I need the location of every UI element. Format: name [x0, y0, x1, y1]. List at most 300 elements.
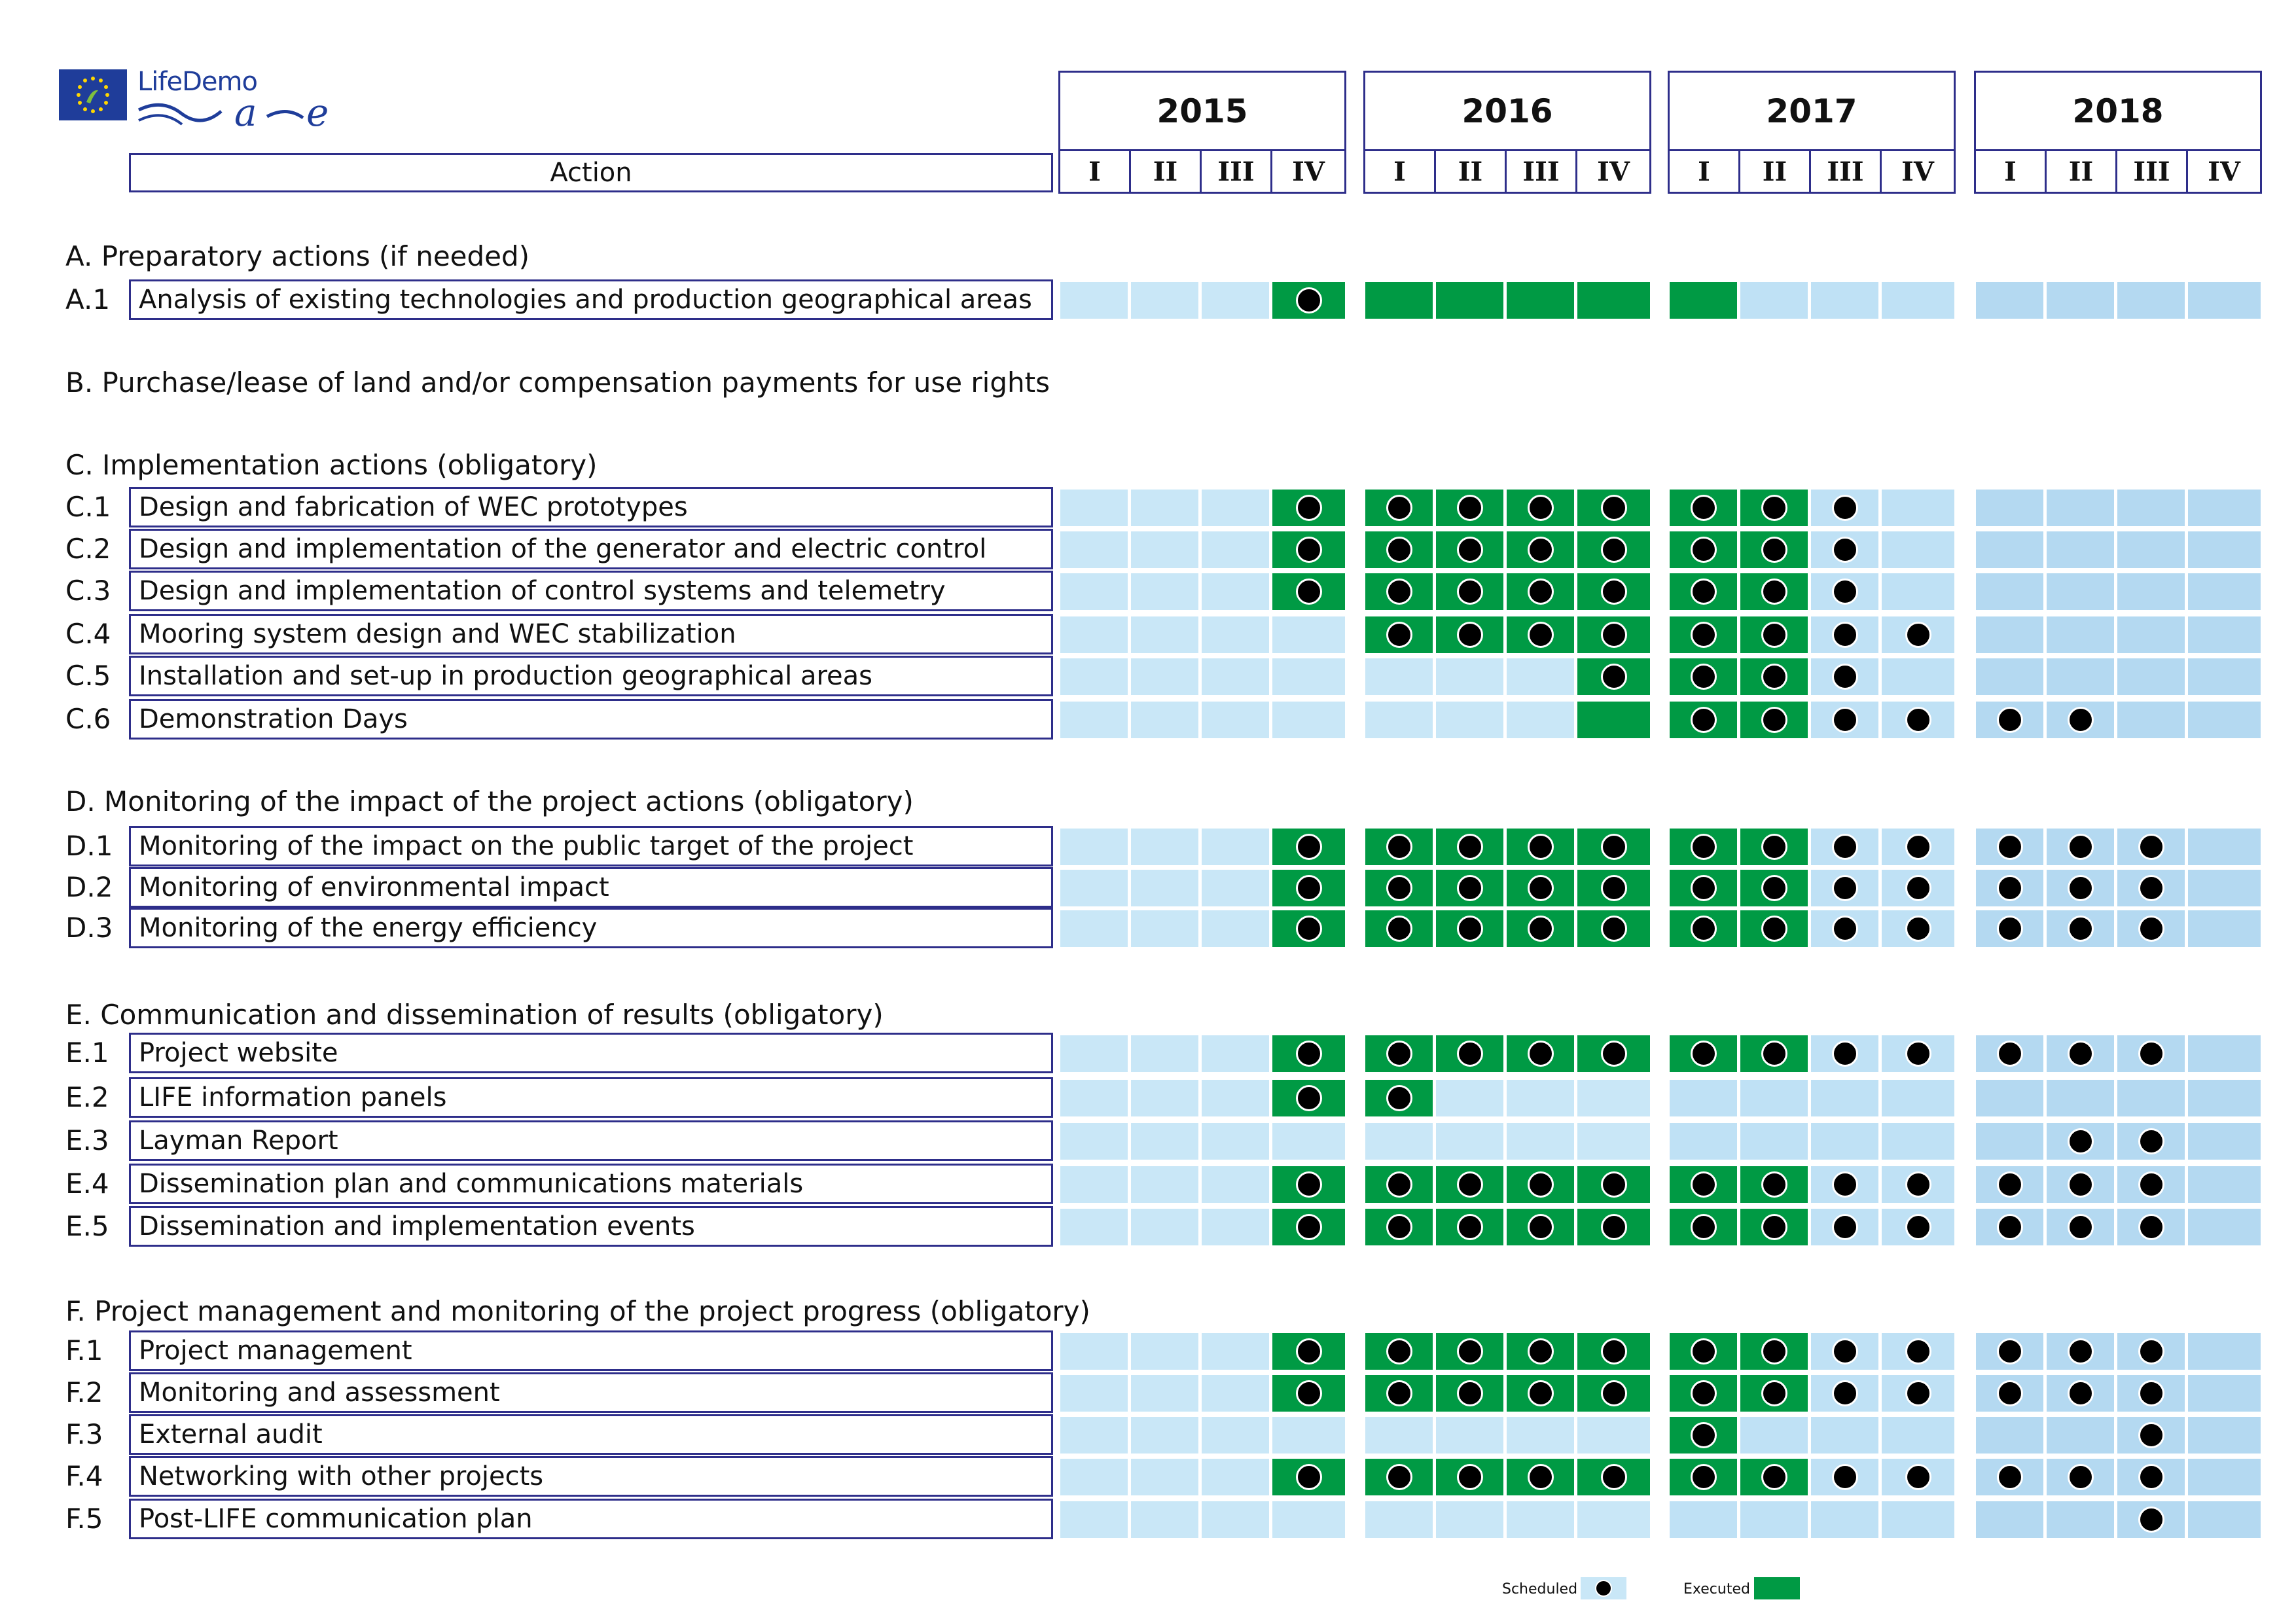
scheduled-dot-icon: [1601, 916, 1627, 942]
cell-E.5-2018-III: [2117, 1209, 2185, 1245]
cell-E.2-2015-II: [1131, 1080, 1198, 1116]
row-code-F.3: F.3: [65, 1418, 103, 1450]
cell-F.3-2016-II: [1436, 1417, 1503, 1454]
cell-A.1-2015-IV: [1272, 282, 1345, 319]
row-code-F.2: F.2: [65, 1376, 103, 1408]
cell-C.6-2017-IV: [1882, 702, 1954, 738]
quarter-header-2015-IV: IV: [1270, 149, 1346, 194]
cell-D.1-2018-I: [1976, 829, 2043, 865]
cell-E.4-2015-I: [1060, 1166, 1128, 1203]
cell-D.3-2016-III: [1507, 910, 1574, 947]
cell-F.1-2015-II: [1131, 1333, 1198, 1370]
row-code-D.1: D.1: [65, 830, 113, 862]
cell-C.4-2016-III: [1507, 616, 1574, 653]
cell-F.4-2018-I: [1976, 1459, 2043, 1495]
cell-C.2-2018-IV: [2188, 531, 2261, 568]
scheduled-dot-icon: [1386, 1464, 1412, 1490]
cell-E.2-2018-I: [1976, 1080, 2043, 1116]
scheduled-dot-icon: [1691, 834, 1717, 860]
cell-E.1-2017-I: [1670, 1035, 1737, 1072]
cell-C.5-2017-IV: [1882, 658, 1954, 695]
cell-F.2-2018-III: [2117, 1375, 2185, 1412]
cell-F.4-2016-III: [1507, 1459, 1574, 1495]
cell-C.2-2016-I: [1365, 531, 1433, 568]
cell-F.5-2018-II: [2047, 1501, 2114, 1538]
cell-F.5-2016-IV: [1577, 1501, 1650, 1538]
cell-E.3-2018-I: [1976, 1123, 2043, 1160]
cell-D.3-2017-II: [1740, 910, 1808, 947]
scheduled-dot-icon: [1296, 1171, 1322, 1198]
legend-executed-label: Executed: [1683, 1581, 1750, 1597]
scheduled-dot-icon: [1386, 1380, 1412, 1406]
scheduled-dot-icon: [1386, 1338, 1412, 1364]
cell-E.1-2017-IV: [1882, 1035, 1954, 1072]
row-label-F.4: Networking with other projects: [129, 1456, 1053, 1497]
cell-C.1-2016-I: [1365, 490, 1433, 526]
scheduled-dot-icon: [1457, 1171, 1483, 1198]
scheduled-dot-icon: [1691, 579, 1717, 605]
row-code-E.2: E.2: [65, 1081, 109, 1113]
cell-E.4-2018-IV: [2188, 1166, 2261, 1203]
cell-C.4-2017-I: [1670, 616, 1737, 653]
cell-C.3-2016-IV: [1577, 573, 1650, 610]
cell-C.3-2017-III: [1811, 573, 1878, 610]
scheduled-dot-icon: [1691, 1041, 1717, 1067]
scheduled-dot-icon: [1601, 1380, 1627, 1406]
cell-D.3-2018-I: [1976, 910, 2043, 947]
cell-E.4-2017-IV: [1882, 1166, 1954, 1203]
cell-E.3-2018-II: [2047, 1123, 2114, 1160]
cell-F.1-2015-I: [1060, 1333, 1128, 1370]
cell-C.6-2015-I: [1060, 702, 1128, 738]
row-label-D.2: Monitoring of environmental impact: [129, 867, 1053, 908]
cell-F.3-2018-IV: [2188, 1417, 2261, 1454]
cell-C.4-2017-IV: [1882, 616, 1954, 653]
scheduled-dot-icon: [1528, 622, 1554, 648]
cell-C.1-2017-II: [1740, 490, 1808, 526]
cell-C.4-2017-II: [1740, 616, 1808, 653]
scheduled-dot-icon: [1601, 495, 1627, 521]
cell-C.6-2018-II: [2047, 702, 2114, 738]
cell-E.5-2017-IV: [1882, 1209, 1954, 1245]
cell-C.6-2016-I: [1365, 702, 1433, 738]
scheduled-dot-icon: [1832, 875, 1858, 901]
cell-E.3-2015-IV: [1272, 1123, 1345, 1160]
cell-C.2-2018-I: [1976, 531, 2043, 568]
scheduled-dot-icon: [1457, 1380, 1483, 1406]
cell-C.3-2016-I: [1365, 573, 1433, 610]
cell-F.2-2016-II: [1436, 1375, 1503, 1412]
scheduled-dot-icon: [1296, 1214, 1322, 1240]
cell-D.3-2017-III: [1811, 910, 1878, 947]
cell-E.4-2016-II: [1436, 1166, 1503, 1203]
cell-F.3-2015-II: [1131, 1417, 1198, 1454]
scheduled-dot-icon: [2138, 1041, 2164, 1067]
scheduled-dot-icon: [1528, 875, 1554, 901]
scheduled-dot-icon: [2138, 1214, 2164, 1240]
scheduled-dot-icon: [1691, 1464, 1717, 1490]
cell-D.3-2015-I: [1060, 910, 1128, 947]
cell-E.2-2018-III: [2117, 1080, 2185, 1116]
cell-C.4-2016-IV: [1577, 616, 1650, 653]
scheduled-dot-icon: [1761, 495, 1787, 521]
row-label-F.3: External audit: [129, 1414, 1053, 1455]
scheduled-dot-icon: [1386, 495, 1412, 521]
cell-C.1-2018-III: [2117, 490, 2185, 526]
scheduled-dot-icon: [1691, 622, 1717, 648]
scheduled-dot-icon: [1691, 875, 1717, 901]
cell-E.3-2015-II: [1131, 1123, 1198, 1160]
cell-E.4-2016-IV: [1577, 1166, 1650, 1203]
cell-C.3-2017-IV: [1882, 573, 1954, 610]
scheduled-dot-icon: [1997, 875, 2023, 901]
cell-D.2-2018-I: [1976, 870, 2043, 906]
cell-A.1-2017-IV: [1882, 282, 1954, 319]
scheduled-dot-icon: [1528, 1338, 1554, 1364]
quarter-header-2018-IV: IV: [2186, 149, 2262, 194]
cell-D.3-2016-I: [1365, 910, 1433, 947]
row-code-E.3: E.3: [65, 1124, 109, 1156]
scheduled-dot-icon: [1905, 707, 1931, 733]
scheduled-dot-icon: [1761, 1171, 1787, 1198]
row-label-E.3: Layman Report: [129, 1120, 1053, 1161]
cell-C.5-2016-II: [1436, 658, 1503, 695]
scheduled-dot-icon: [1528, 579, 1554, 605]
scheduled-dot-icon: [1832, 664, 1858, 690]
scheduled-dot-icon: [1832, 707, 1858, 733]
cell-C.6-2015-IV: [1272, 702, 1345, 738]
cell-D.2-2018-IV: [2188, 870, 2261, 906]
scheduled-dot-icon: [1997, 1464, 2023, 1490]
cell-A.1-2016-IV: [1577, 282, 1650, 319]
cell-F.4-2015-III: [1202, 1459, 1269, 1495]
scheduled-dot-icon: [2068, 1171, 2094, 1198]
cell-F.4-2015-II: [1131, 1459, 1198, 1495]
cell-C.2-2015-I: [1060, 531, 1128, 568]
cell-E.3-2016-II: [1436, 1123, 1503, 1160]
scheduled-dot-icon: [1528, 834, 1554, 860]
cell-E.2-2018-II: [2047, 1080, 2114, 1116]
quarter-header-2015-III: III: [1200, 149, 1270, 194]
cell-E.1-2017-III: [1811, 1035, 1878, 1072]
scheduled-dot-icon: [1691, 707, 1717, 733]
cell-F.2-2015-III: [1202, 1375, 1269, 1412]
cell-C.3-2015-III: [1202, 573, 1269, 610]
cell-D.1-2015-I: [1060, 829, 1128, 865]
cell-F.5-2017-I: [1670, 1501, 1737, 1538]
cell-D.2-2015-II: [1131, 870, 1198, 906]
cell-F.3-2017-IV: [1882, 1417, 1954, 1454]
cell-C.6-2017-II: [1740, 702, 1808, 738]
scheduled-dot-icon: [1386, 875, 1412, 901]
cell-D.2-2016-I: [1365, 870, 1433, 906]
scheduled-dot-icon: [1997, 1171, 2023, 1198]
section-title-3: C. Implementation actions (obligatory): [65, 449, 598, 481]
row-code-C.4: C.4: [65, 618, 111, 650]
cell-D.2-2018-II: [2047, 870, 2114, 906]
cell-F.3-2016-IV: [1577, 1417, 1650, 1454]
cell-C.2-2015-III: [1202, 531, 1269, 568]
scheduled-dot-icon: [1997, 707, 2023, 733]
cell-F.2-2016-IV: [1577, 1375, 1650, 1412]
scheduled-dot-icon: [1761, 707, 1787, 733]
cell-E.5-2015-II: [1131, 1209, 1198, 1245]
quarter-header-2017-I: I: [1668, 149, 1738, 194]
cell-C.6-2017-III: [1811, 702, 1878, 738]
scheduled-dot-icon: [1528, 1041, 1554, 1067]
cell-C.2-2017-II: [1740, 531, 1808, 568]
cell-F.1-2017-IV: [1882, 1333, 1954, 1370]
scheduled-dot-icon: [1761, 579, 1787, 605]
scheduled-dot-icon: [1761, 1380, 1787, 1406]
cell-E.5-2015-III: [1202, 1209, 1269, 1245]
scheduled-dot-icon: [1691, 916, 1717, 942]
scheduled-dot-icon: [2068, 1380, 2094, 1406]
cell-F.5-2018-IV: [2188, 1501, 2261, 1538]
cell-C.3-2015-IV: [1272, 573, 1345, 610]
cell-D.1-2015-II: [1131, 829, 1198, 865]
cell-D.2-2017-IV: [1882, 870, 1954, 906]
cell-C.1-2015-II: [1131, 490, 1198, 526]
cell-E.1-2015-I: [1060, 1035, 1128, 1072]
scheduled-dot-icon: [1595, 1580, 1612, 1597]
cell-E.1-2016-III: [1507, 1035, 1574, 1072]
cell-F.3-2017-I: [1670, 1417, 1737, 1454]
cell-F.1-2017-II: [1740, 1333, 1808, 1370]
cell-C.4-2015-I: [1060, 616, 1128, 653]
eu-flag-icon: [59, 69, 127, 120]
scheduled-dot-icon: [1386, 622, 1412, 648]
cell-C.4-2018-I: [1976, 616, 2043, 653]
cell-D.3-2018-II: [2047, 910, 2114, 947]
cell-D.2-2016-IV: [1577, 870, 1650, 906]
scheduled-dot-icon: [2138, 834, 2164, 860]
cell-A.1-2015-III: [1202, 282, 1269, 319]
scheduled-dot-icon: [1905, 916, 1931, 942]
cell-F.5-2016-III: [1507, 1501, 1574, 1538]
cell-C.6-2018-IV: [2188, 702, 2261, 738]
scheduled-dot-icon: [1296, 916, 1322, 942]
cell-D.2-2017-II: [1740, 870, 1808, 906]
brand-name: LifeDemo: [137, 67, 257, 97]
cell-C.4-2018-IV: [2188, 616, 2261, 653]
cell-F.3-2015-IV: [1272, 1417, 1345, 1454]
cell-C.3-2017-II: [1740, 573, 1808, 610]
scheduled-dot-icon: [1691, 1214, 1717, 1240]
row-code-C.1: C.1: [65, 491, 111, 523]
cell-F.2-2018-I: [1976, 1375, 2043, 1412]
cell-A.1-2015-II: [1131, 282, 1198, 319]
year-header-2017: 2017: [1668, 71, 1956, 149]
cell-C.2-2018-II: [2047, 531, 2114, 568]
scheduled-dot-icon: [1386, 1041, 1412, 1067]
cell-C.5-2016-III: [1507, 658, 1574, 695]
cell-F.5-2016-II: [1436, 1501, 1503, 1538]
cell-D.1-2018-II: [2047, 829, 2114, 865]
scheduled-dot-icon: [1832, 537, 1858, 563]
cell-F.2-2015-I: [1060, 1375, 1128, 1412]
scheduled-dot-icon: [1386, 1171, 1412, 1198]
scheduled-dot-icon: [1832, 1338, 1858, 1364]
scheduled-dot-icon: [1905, 1214, 1931, 1240]
cell-E.2-2018-IV: [2188, 1080, 2261, 1116]
svg-text:e: e: [306, 92, 329, 135]
quarter-header-2018-III: III: [2115, 149, 2186, 194]
scheduled-dot-icon: [1761, 664, 1787, 690]
cell-E.1-2015-II: [1131, 1035, 1198, 1072]
cell-C.6-2015-II: [1131, 702, 1198, 738]
cell-E.3-2017-II: [1740, 1123, 1808, 1160]
scheduled-dot-icon: [1905, 1338, 1931, 1364]
cell-F.5-2017-III: [1811, 1501, 1878, 1538]
cell-F.2-2017-II: [1740, 1375, 1808, 1412]
cell-E.3-2016-I: [1365, 1123, 1433, 1160]
scheduled-dot-icon: [1296, 1338, 1322, 1364]
scheduled-dot-icon: [1528, 1380, 1554, 1406]
scheduled-dot-icon: [2138, 1338, 2164, 1364]
cell-C.3-2015-II: [1131, 573, 1198, 610]
quarter-header-2016-IV: IV: [1575, 149, 1651, 194]
cell-F.3-2017-III: [1811, 1417, 1878, 1454]
cell-E.2-2016-IV: [1577, 1080, 1650, 1116]
cell-E.2-2015-IV: [1272, 1080, 1345, 1116]
cell-D.2-2017-I: [1670, 870, 1737, 906]
cell-E.2-2017-III: [1811, 1080, 1878, 1116]
cell-F.5-2018-III: [2117, 1501, 2185, 1538]
scheduled-dot-icon: [1386, 916, 1412, 942]
scheduled-dot-icon: [1691, 1171, 1717, 1198]
cell-E.4-2015-II: [1131, 1166, 1198, 1203]
scheduled-dot-icon: [1761, 1041, 1787, 1067]
scheduled-dot-icon: [1386, 1085, 1412, 1111]
cell-D.2-2017-III: [1811, 870, 1878, 906]
cell-A.1-2016-I: [1365, 282, 1433, 319]
scheduled-dot-icon: [1457, 495, 1483, 521]
row-code-F.4: F.4: [65, 1460, 103, 1492]
cell-E.3-2016-III: [1507, 1123, 1574, 1160]
cell-F.1-2018-III: [2117, 1333, 2185, 1370]
quarter-header-2017-III: III: [1809, 149, 1880, 194]
cell-D.3-2016-II: [1436, 910, 1503, 947]
cell-F.5-2015-I: [1060, 1501, 1128, 1538]
scheduled-dot-icon: [2068, 1128, 2094, 1154]
cell-C.3-2018-II: [2047, 573, 2114, 610]
cell-C.1-2018-I: [1976, 490, 2043, 526]
cell-D.1-2016-III: [1507, 829, 1574, 865]
cell-E.4-2015-IV: [1272, 1166, 1345, 1203]
cell-E.5-2017-III: [1811, 1209, 1878, 1245]
cell-C.3-2016-II: [1436, 573, 1503, 610]
section-title-2: B. Purchase/lease of land and/or compensation payments for use rights: [65, 366, 1050, 399]
cell-D.3-2016-IV: [1577, 910, 1650, 947]
cell-A.1-2017-II: [1740, 282, 1808, 319]
scheduled-dot-icon: [1386, 579, 1412, 605]
cell-C.2-2015-IV: [1272, 531, 1345, 568]
scheduled-dot-icon: [2068, 707, 2094, 733]
cell-E.4-2018-I: [1976, 1166, 2043, 1203]
cell-F.3-2018-III: [2117, 1417, 2185, 1454]
cell-C.5-2017-III: [1811, 658, 1878, 695]
cell-D.2-2015-III: [1202, 870, 1269, 906]
scheduled-dot-icon: [1386, 537, 1412, 563]
scheduled-dot-icon: [2138, 1464, 2164, 1490]
cell-D.1-2017-IV: [1882, 829, 1954, 865]
row-label-C.2: Design and implementation of the generator and electric control: [129, 529, 1053, 569]
cell-C.1-2017-I: [1670, 490, 1737, 526]
cell-F.4-2018-III: [2117, 1459, 2185, 1495]
cell-C.3-2018-IV: [2188, 573, 2261, 610]
quarter-header-2016-II: II: [1434, 149, 1505, 194]
scheduled-dot-icon: [1601, 1171, 1627, 1198]
cell-C.1-2018-II: [2047, 490, 2114, 526]
cell-E.5-2018-I: [1976, 1209, 2043, 1245]
scheduled-dot-icon: [1761, 916, 1787, 942]
scheduled-dot-icon: [1691, 1380, 1717, 1406]
cell-F.4-2015-IV: [1272, 1459, 1345, 1495]
cell-C.5-2018-IV: [2188, 658, 2261, 695]
cell-F.3-2015-I: [1060, 1417, 1128, 1454]
row-code-F.5: F.5: [65, 1503, 103, 1535]
row-code-E.5: E.5: [65, 1210, 109, 1242]
cell-C.5-2018-II: [2047, 658, 2114, 695]
cell-C.1-2017-IV: [1882, 490, 1954, 526]
cell-C.2-2017-I: [1670, 531, 1737, 568]
cell-D.3-2017-I: [1670, 910, 1737, 947]
row-label-E.4: Dissemination plan and communications materials: [129, 1164, 1053, 1204]
cell-C.3-2016-III: [1507, 573, 1574, 610]
row-code-C.3: C.3: [65, 575, 111, 607]
cell-E.1-2015-IV: [1272, 1035, 1345, 1072]
cell-F.1-2018-II: [2047, 1333, 2114, 1370]
cell-F.3-2018-I: [1976, 1417, 2043, 1454]
cell-C.3-2018-III: [2117, 573, 2185, 610]
row-label-E.5: Dissemination and implementation events: [129, 1206, 1053, 1247]
row-label-E.2: LIFE information panels: [129, 1077, 1053, 1118]
section-title-1: A. Preparatory actions (if needed): [65, 240, 530, 272]
cell-D.3-2018-III: [2117, 910, 2185, 947]
scheduled-dot-icon: [1601, 664, 1627, 690]
cell-D.1-2015-III: [1202, 829, 1269, 865]
cell-E.2-2016-I: [1365, 1080, 1433, 1116]
scheduled-dot-icon: [1832, 579, 1858, 605]
cell-A.1-2016-III: [1507, 282, 1574, 319]
cell-C.1-2015-IV: [1272, 490, 1345, 526]
cell-E.3-2015-I: [1060, 1123, 1128, 1160]
cell-D.3-2017-IV: [1882, 910, 1954, 947]
cell-C.5-2015-I: [1060, 658, 1128, 695]
cell-E.2-2016-III: [1507, 1080, 1574, 1116]
scheduled-dot-icon: [1457, 1338, 1483, 1364]
cell-F.5-2017-IV: [1882, 1501, 1954, 1538]
cell-D.3-2015-IV: [1272, 910, 1345, 947]
scheduled-dot-icon: [1761, 834, 1787, 860]
year-header-2016: 2016: [1363, 71, 1651, 149]
scheduled-dot-icon: [1528, 1214, 1554, 1240]
scheduled-dot-icon: [1832, 622, 1858, 648]
scheduled-dot-icon: [1832, 1380, 1858, 1406]
cell-D.1-2016-IV: [1577, 829, 1650, 865]
cell-F.4-2018-II: [2047, 1459, 2114, 1495]
year-header-2018: 2018: [1974, 71, 2262, 149]
cell-F.1-2015-IV: [1272, 1333, 1345, 1370]
scheduled-dot-icon: [1997, 1338, 2023, 1364]
scheduled-dot-icon: [1457, 834, 1483, 860]
cell-D.1-2015-IV: [1272, 829, 1345, 865]
scheduled-dot-icon: [1905, 1464, 1931, 1490]
cell-D.2-2016-III: [1507, 870, 1574, 906]
quarter-header-2016-III: III: [1505, 149, 1575, 194]
cell-F.1-2017-I: [1670, 1333, 1737, 1370]
